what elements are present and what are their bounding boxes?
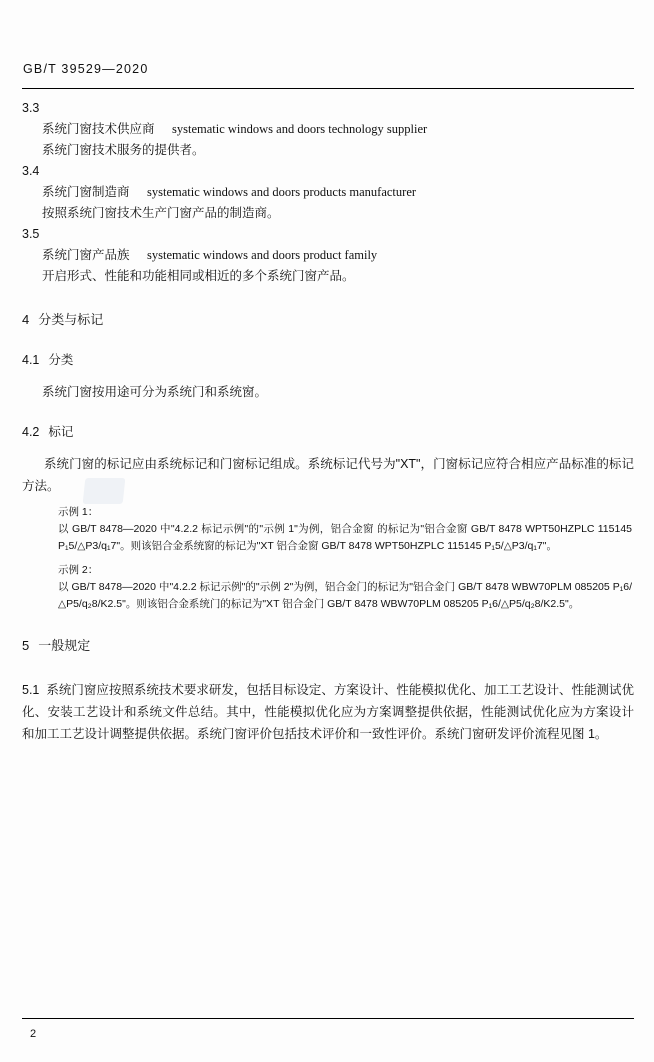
term-en-3-4: systematic windows and doors products manufacturer bbox=[147, 185, 417, 199]
term-en-3-5: systematic windows and doors product family bbox=[147, 248, 378, 262]
section-title-5: 一般规定 bbox=[38, 638, 91, 653]
paragraph-5-1 bbox=[22, 679, 634, 745]
clause-number-3-4: 3.4 bbox=[22, 164, 40, 178]
header-rule bbox=[22, 88, 634, 89]
section-number-5: 5 bbox=[22, 638, 30, 653]
term-en-3-3: systematic windows and doors technology supplier bbox=[172, 122, 428, 136]
paragraph-4-2: 系统门窗的标记应由系统标记和门窗标记组成。系统标记代号为"XT"，门窗标记应符合相应产品标准的标记方法。 bbox=[22, 457, 634, 493]
term-definition-3-5: 开启形式、性能和功能相同或相近的多个系统门窗产品。 bbox=[42, 269, 355, 283]
page-header: GB/T 39529—2020 bbox=[23, 62, 149, 76]
section-heading-4 bbox=[22, 309, 634, 331]
clause-number-3-5: 3.5 bbox=[22, 227, 40, 241]
subsection-title-4-2: 标记 bbox=[48, 425, 74, 439]
clause-number-3-3: 3.3 bbox=[22, 101, 40, 115]
example-2-body: 以 GB/T 8478—2020 中"4.2.2 标记示例"的"示例 2"为例，铝合金门的标记为"铝合金门 GB/T 8478 WBW70PLM 085205 P₁6/△P5/q₂8/K2.5"。则该铝合金系统门的标记为"XT 铝合金门 GB/T 8478 WBW70PLM 085205 P₁6/△P5/q₂8/K2.5"。 bbox=[58, 581, 632, 610]
subsection-number-4-2: 4.2 bbox=[22, 425, 40, 439]
term-definition-3-3: 系统门窗技术服务的提供者。 bbox=[42, 143, 205, 157]
subsection-heading-4-1 bbox=[22, 349, 634, 371]
subsection-number-5-1: 5.1 bbox=[22, 683, 40, 697]
subsection-heading-4-2 bbox=[22, 421, 634, 443]
subsection-title-4-1: 分类 bbox=[48, 353, 74, 367]
term-entry-3-4 bbox=[22, 182, 634, 203]
page-content bbox=[22, 98, 634, 745]
section-number-4: 4 bbox=[22, 312, 30, 327]
example-1-body: 以 GB/T 8478—2020 中"4.2.2 标记示例"的"示例 1"为例，铝合金窗 的标记为"铝合金窗 GB/T 8478 WPT50HZPLC 115145 P₁5/△P3/q₁7"。则该铝合金系统窗的标记为"XT 铝合金窗 GB/T 8478 WPT50HZPLC 115145 P₁5/△P3/q₁7"。 bbox=[58, 523, 632, 552]
example-2-label: 示例 2： bbox=[58, 564, 99, 576]
subsection-number-4-1: 4.1 bbox=[22, 353, 40, 367]
watermark-mark bbox=[83, 478, 126, 504]
section-title-4: 分类与标记 bbox=[38, 312, 104, 327]
footer-rule bbox=[22, 1018, 634, 1019]
term-definition-3-4: 按照系统门窗技术生产门窗产品的制造商。 bbox=[42, 206, 280, 220]
example-1-label: 示例 1： bbox=[58, 506, 99, 518]
paragraph-4-1: 系统门窗按用途可分为系统门和系统窗。 bbox=[42, 385, 268, 399]
section-heading-5 bbox=[22, 635, 634, 657]
term-entry-3-3 bbox=[22, 119, 634, 140]
term-cn-3-5: 系统门窗产品族 bbox=[42, 248, 130, 262]
term-cn-3-4: 系统门窗制造商 bbox=[42, 185, 130, 199]
term-cn-3-3: 系统门窗技术供应商 bbox=[42, 122, 155, 136]
paragraph-5-1-text: 系统门窗应按照系统技术要求研发，包括目标设定、方案设计、性能模拟优化、加工工艺设计、性能测试优化、安装工艺设计和系统文件总结。其中，性能模拟优化应为方案调整提供依据，性能测试优化应为方案设计和加工工艺设计调整提供依据。系统门窗评价包括技术评价和一致性评价。系统门窗研发评价流程见图 1。 bbox=[22, 683, 634, 741]
page-number: 2 bbox=[30, 1028, 37, 1040]
term-entry-3-5 bbox=[22, 245, 634, 266]
